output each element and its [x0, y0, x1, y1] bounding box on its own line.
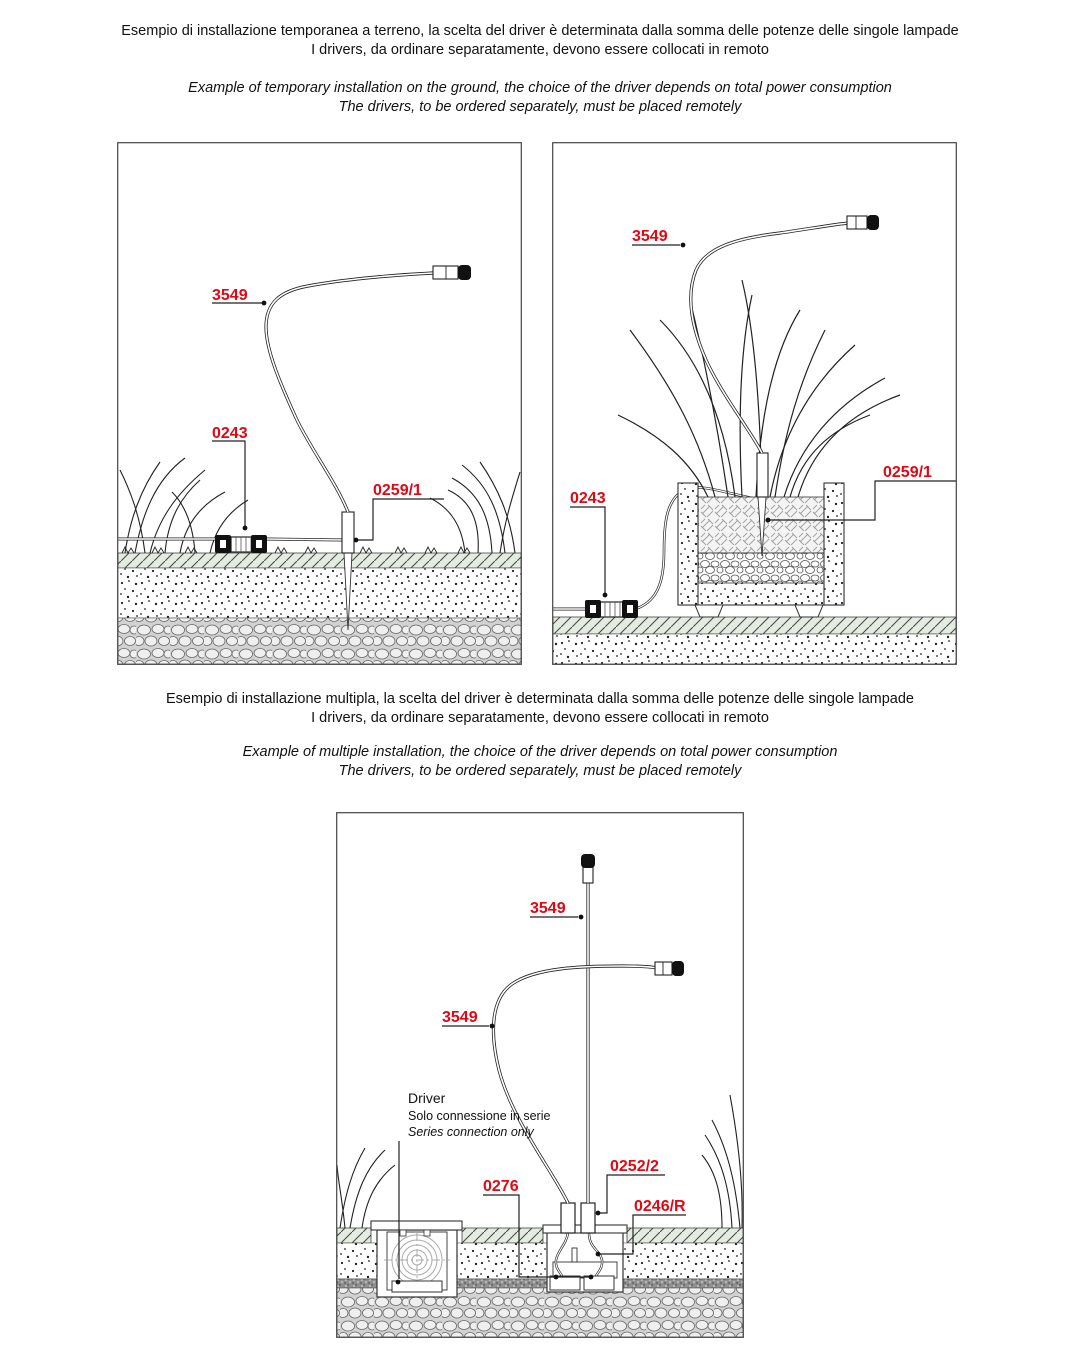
header-line: Esempio di installazione multipla, la scelta del driver è determinata dalla somma delle potenze delle singole lampade [166, 691, 914, 707]
lamp-head [433, 265, 471, 280]
header-temporary-it [0, 22, 1080, 59]
part-number: 3549 [632, 228, 668, 245]
gravel-cobble-layer [118, 618, 521, 664]
part-number: 0259/1 [373, 482, 422, 499]
driver-note-line-it: Solo connessione in serie [408, 1109, 551, 1123]
pavement-hatch-layer [118, 553, 521, 568]
part-number: 3549 [442, 1009, 478, 1026]
label-stem [212, 287, 266, 305]
pavement-hatch-layer [553, 617, 956, 634]
part-number: 0252/2 [610, 1158, 659, 1175]
turf-marks [122, 547, 470, 553]
header-multiple-en [0, 743, 1080, 780]
driver-box [371, 1221, 462, 1297]
cable-connector [585, 600, 638, 618]
lamp-head [581, 854, 595, 883]
header-line: I drivers, da ordinare separatamente, devono essere collocati in remoto [311, 41, 769, 58]
cable-connector [215, 535, 267, 553]
flexible-stem [691, 215, 879, 453]
header-line: Example of multiple installation, the choice of the driver depends on total power consumption [242, 744, 838, 760]
flexible-stem-vertical [581, 854, 595, 1203]
header-line: I drivers, da ordinare separatamente, devono essere collocati in remoto [311, 709, 769, 726]
pavement-hatch-layer [627, 1228, 743, 1243]
lamp-head [655, 961, 684, 976]
header-multiple-it [0, 690, 1080, 727]
sand-stipple-layer [553, 634, 956, 664]
header-line: Example of temporary installation on the ground, the choice of the driver depends on total power consumption [188, 80, 892, 96]
planter-base [678, 580, 844, 605]
part-number: 0246/R [634, 1198, 686, 1215]
part-number: 3549 [212, 287, 248, 304]
diagram-planter [552, 142, 957, 665]
diagram-multiple [336, 812, 744, 1338]
sand-stipple-layer [118, 568, 521, 618]
junction-box [584, 1276, 614, 1290]
driver-note-line-en: Series connection only [408, 1125, 534, 1139]
planter-foot [795, 605, 823, 617]
part-number: 0243 [570, 490, 606, 507]
flexible-stem [266, 265, 471, 512]
label-stem [632, 228, 685, 247]
part-number: 0276 [483, 1178, 519, 1195]
header-line: The drivers, to be ordered separately, must be placed remotely [338, 98, 742, 115]
label-stem-curved [442, 1009, 494, 1028]
header-line: The drivers, to be ordered separately, must be placed remotely [338, 762, 742, 779]
terminal-pin [572, 1248, 577, 1262]
pavement-hatch-layer [462, 1228, 543, 1243]
recessed-housing [543, 1225, 627, 1292]
driver-box-lid [371, 1221, 462, 1230]
part-number: 0259/1 [883, 464, 932, 481]
diagram-temporary-ground [117, 142, 522, 665]
planter-pebbles [698, 553, 824, 583]
pavement-hatch-layer [337, 1228, 371, 1243]
ground-layers [553, 617, 956, 664]
part-number: 3549 [530, 900, 566, 917]
label-stem-vertical [530, 900, 583, 919]
planter-foot [695, 605, 723, 617]
planter-wall [824, 483, 844, 605]
label-connector [570, 490, 607, 597]
planter-wall [678, 483, 698, 605]
ground-layers [118, 553, 521, 664]
header-line: Esempio di installazione temporanea a terreno, la scelta del driver è determinata dalla somma delle potenze delle singole lampade [121, 23, 959, 39]
label-spike [354, 482, 444, 542]
header-temporary-en [0, 79, 1080, 116]
driver-note-title: Driver [408, 1090, 446, 1106]
part-number: 0243 [212, 425, 248, 442]
lamp-head [847, 215, 879, 230]
